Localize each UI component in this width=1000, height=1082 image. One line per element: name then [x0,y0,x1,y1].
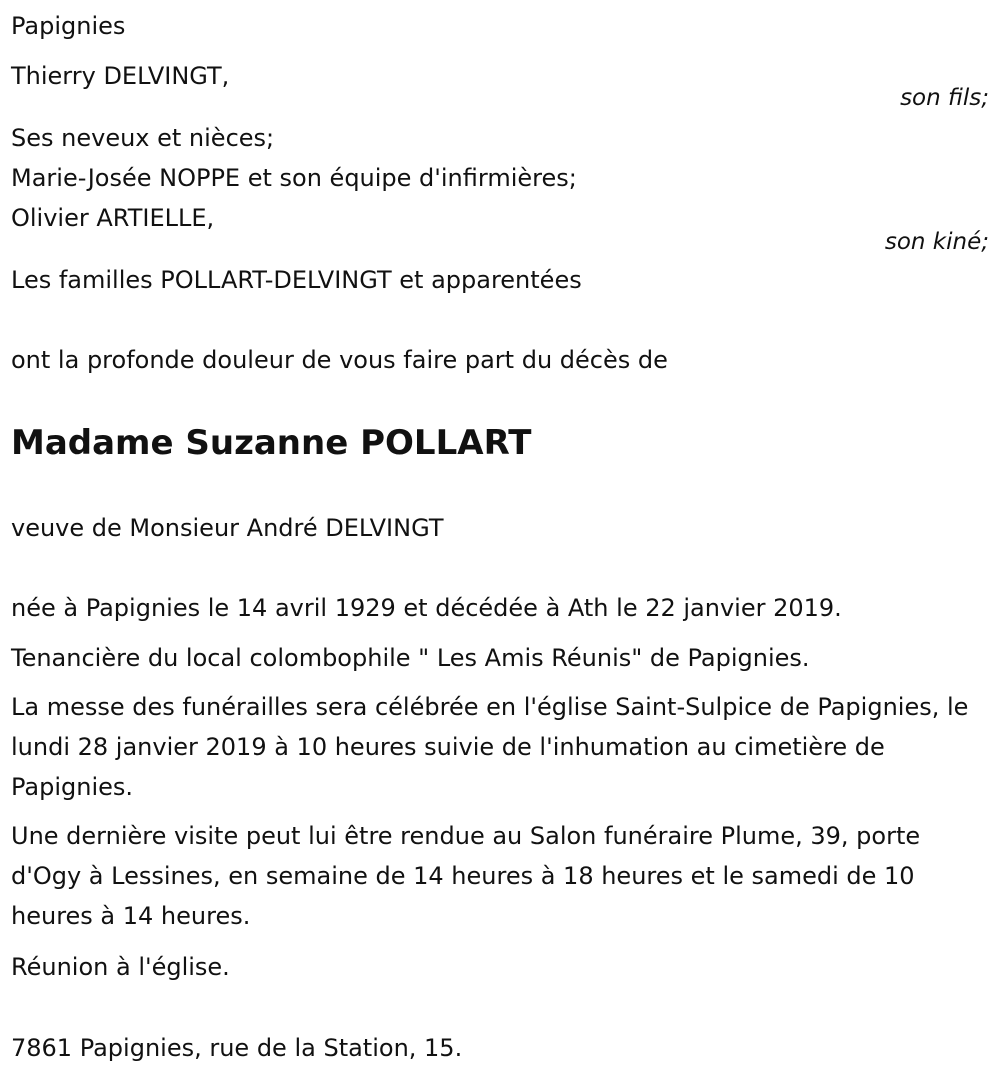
announcement-line: ont la profonde douleur de vous faire part du décès de [11,346,668,374]
nurse-line: Marie-Josée NOPPE et son équipe d'infirmières; [11,164,577,192]
son-role: son fils; [900,85,989,111]
nephews-line: Ses neveux et nièces; [11,124,275,152]
deceased-name: Madame Suzanne POLLART [11,423,532,463]
meeting-line: Réunion à l'église. [11,953,230,981]
physio-role: son kiné; [884,229,989,255]
visit-paragraph: Une dernière visite peut lui être rendue au Salon funéraire Plume, 39, porte d'Ogy à Lessines, en semaine de 14 heures à 18 heures et le samedi de 10 heures à 14 heures. [11,822,921,930]
place-heading: Papignies [11,12,126,40]
occupation-line: Tenancière du local colombophile " Les Amis Réunis" de Papignies. [11,644,810,672]
funeral-paragraph: La messe des funérailles sera célébrée en l'église Saint-Sulpice de Papignies, le lundi 28 janvier 2019 à 10 heures suivie de l'inhumation au cimetière de Papignies. [11,693,969,801]
physio-name: Olivier ARTIELLE, [11,204,215,232]
families-line: Les familles POLLART-DELVINGT et apparentées [11,266,582,294]
son-name: Thierry DELVINGT, [11,62,230,90]
address-line: 7861 Papignies, rue de la Station, 15. [11,1034,463,1062]
birth-death-line: née à Papignies le 14 avril 1929 et décédée à Ath le 22 janvier 2019. [11,594,842,622]
widow-of-line: veuve de Monsieur André DELVINGT [11,514,444,542]
